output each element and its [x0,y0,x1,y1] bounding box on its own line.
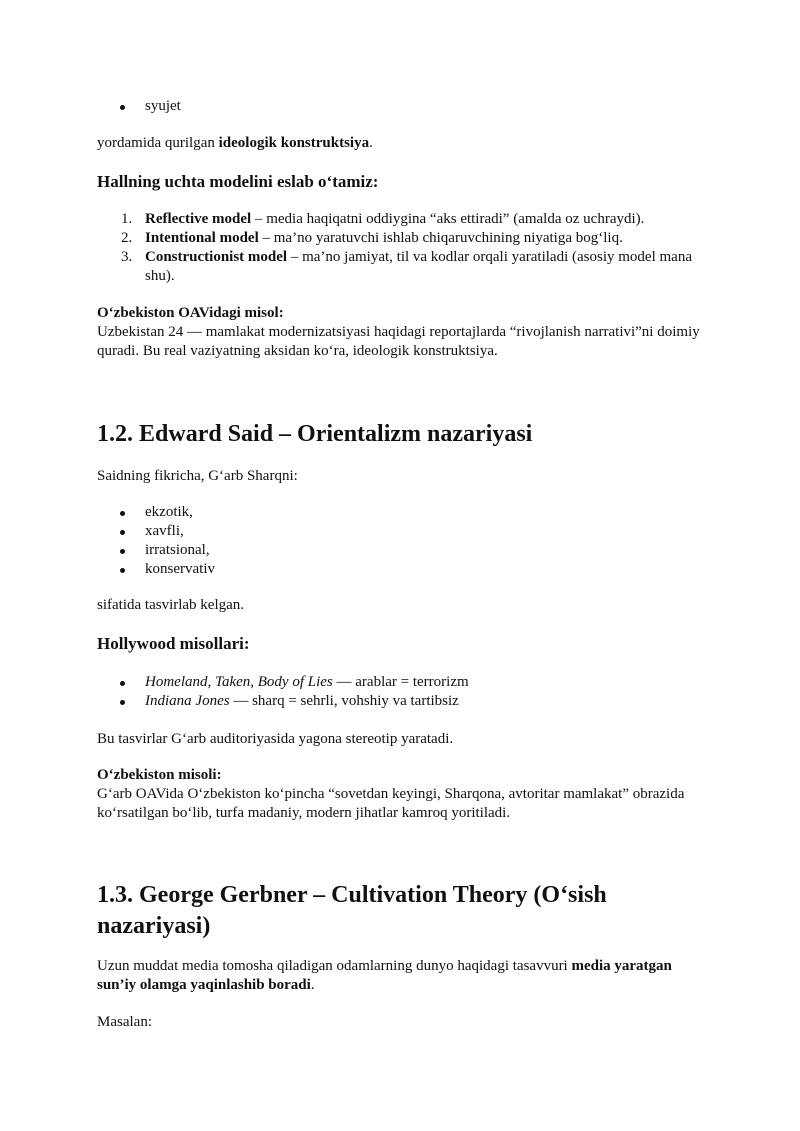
intro-end: . [369,135,373,151]
film-titles: Homeland, Taken, Body of Lies [145,674,333,690]
example-text: G‘arb OAVida O‘zbekiston ko‘pincha “sovetdan keyingi, Sharqona, avtoritar mamlakat” obrazida ko‘rsatilgan bo‘lib, turfa madaniy, modern jihatlar kamroq yoritiladi. [97,786,685,821]
list-item [97,673,707,692]
example-text: Uzbekistan 24 — mamlakat modernizatsiyasi haqidagi reportajlarda “rivojlanish narrativi”ni doimiy quradi. Bu real vaziyatning aksidan ko‘ra, ideologik konstruktsiya. [97,324,700,359]
list-item [97,229,707,248]
hollywood-heading: Hollywood misollari: [97,634,250,653]
said-characteristics-list [97,503,707,579]
hall-models-heading: Hallning uchta modelini eslab o‘tamiz: [97,172,379,191]
list-item: irratsional, [97,541,707,560]
list-item: konservativ [97,560,707,579]
hollywood-list [97,673,707,711]
gerbner-bold: media yaratgan sun’iy olamga yaqinlashib boradi [97,958,672,993]
list-item: syujet [97,97,707,116]
intro-bold: ideologik konstruktsiya [218,135,370,151]
film-titles: Indiana Jones [145,693,230,709]
film-description: — arablar = terrorizm [332,674,469,690]
model-name: Constructionist model [145,249,288,265]
model-name: Intentional model [145,230,259,246]
intro-text: yordamida qurilgan [97,135,219,151]
list-item: ekzotik, [97,503,707,522]
model-description: – media haqiqatni oddiygina “aks ettiradi” (amalda oz uchraydi). [251,211,645,227]
plot-elements-list [97,97,707,116]
example-label: O‘zbekiston misoli: [97,767,222,783]
gerbner-text: Uzun muddat media tomosha qiladigan odamlarning dunyo haqidagi tasavvuri [97,958,572,974]
list-number: 2. [121,230,133,246]
said-outro: sifatida tasvirlab kelgan. [97,597,245,613]
uzbekistan-example-2 [97,766,707,823]
uzbekistan-example-1 [97,304,707,361]
list-number: 3. [121,249,133,265]
list-item [97,248,707,286]
model-description: – ma’no yaratuvchi ishlab chiqaruvchining niyatiga bog‘liq. [258,230,623,246]
gerbner-end: . [310,977,315,993]
list-item [97,210,707,229]
model-description: – ma’no jamiyat, til va kodlar orqali yaratiladi (asosiy model mana shu). [145,249,692,284]
hall-models-list [97,210,707,286]
hollywood-outro: Bu tasvirlar G‘arb auditoriyasida yagona stereotip yaratadi. [97,731,454,747]
list-item [97,692,707,711]
section-heading-said: 1.2. Edward Said – Orientalizm nazariyasi [97,421,533,447]
example-label: O‘zbekiston OAVidagi misol: [97,305,284,321]
said-intro: Saidning fikricha, G‘arb Sharqni: [97,468,298,484]
gerbner-paragraph [97,957,707,995]
model-name: Reflective model [145,211,252,227]
list-number: 1. [121,211,133,227]
example-intro: Masalan: [97,1014,152,1030]
film-description: — sharq = sehrli, vohshiy va tartibsiz [229,693,459,709]
list-item: xavfli, [97,522,707,541]
section-heading-gerbner: 1.3. George Gerbner – Cultivation Theory (O‘sish nazariyasi) [97,882,607,939]
intro-paragraph [97,134,707,153]
